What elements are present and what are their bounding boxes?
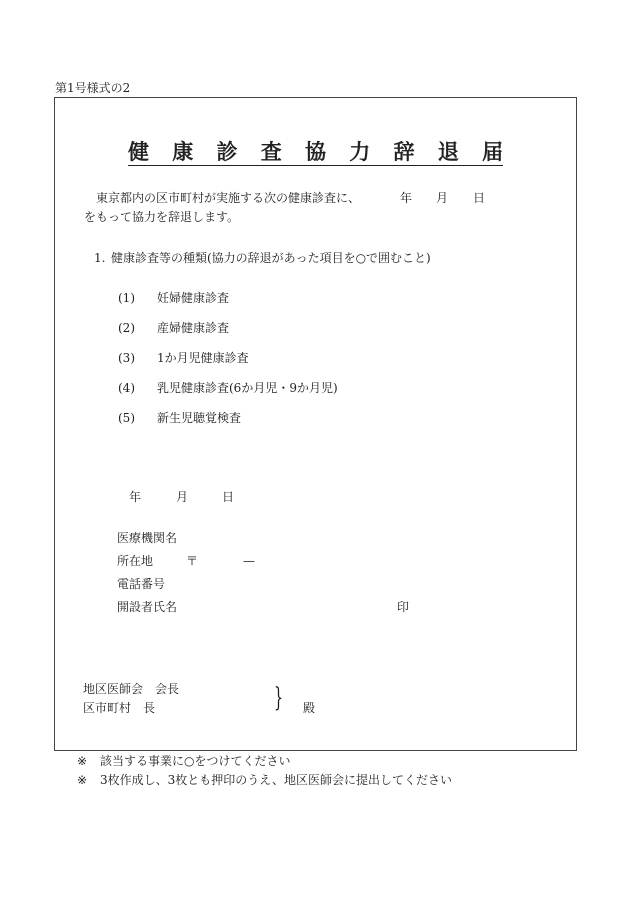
date-day-label: 日: [222, 490, 235, 504]
date-month-label: 月: [176, 490, 189, 504]
intro-year-label: 年: [400, 191, 413, 205]
list-item-label: 乳児健康診査(6か月児・9か月児): [157, 381, 338, 395]
clinic-phone-label: 電話番号: [117, 577, 166, 591]
intro-line-1: 東京都内の区市町村が実施する次の健康診査に、: [96, 191, 361, 205]
form-title: 健 康 診 査 協 力 辞 退 届: [128, 139, 503, 164]
postal-dash: —: [243, 554, 255, 568]
intro-day-label: 日: [473, 191, 486, 205]
list-item-label: 産婦健康診査: [157, 321, 230, 335]
clinic-founder-label: 開設者氏名: [117, 600, 178, 614]
intro-line-2: をもって協力を辞退します。: [84, 210, 240, 224]
clinic-address-label: 所在地: [117, 554, 154, 568]
section-number: 1.: [94, 251, 106, 265]
intro-month-label: 月: [436, 191, 449, 205]
postal-mark: 〒: [186, 554, 199, 568]
note-text: 3枚作成し、3枚とも押印のうえ、地区医師会に提出してください: [100, 773, 452, 787]
addressee-brace: }: [274, 683, 284, 713]
seal-mark: 印: [397, 600, 410, 614]
date-year-label: 年: [129, 490, 142, 504]
addressee-line-2: 区市町村 長: [83, 701, 156, 715]
list-item-label: 新生児聴覚検査: [157, 411, 242, 425]
list-item-label: 妊婦健康診査: [157, 291, 230, 305]
addressee-honorific: 殿: [303, 701, 316, 715]
list-item-number: (4): [118, 381, 135, 395]
list-item-number: (3): [118, 351, 135, 365]
note-mark: ※: [77, 773, 88, 787]
addressee-line-1: 地区医師会 会長: [83, 682, 180, 696]
clinic-name-label: 医療機関名: [117, 531, 178, 545]
list-item-label: 1か月児健康診査: [157, 351, 249, 365]
note-mark: ※: [77, 754, 88, 768]
form-id: 第1号様式の2: [55, 81, 131, 95]
list-item-number: (1): [118, 291, 135, 305]
list-item-number: (2): [118, 321, 135, 335]
section-heading: 健康診査等の種類(協力の辞退があった項目を○で囲むこと): [111, 251, 431, 265]
list-item-number: (5): [118, 411, 135, 425]
note-text: 該当する事業に○をつけてください: [100, 754, 291, 768]
